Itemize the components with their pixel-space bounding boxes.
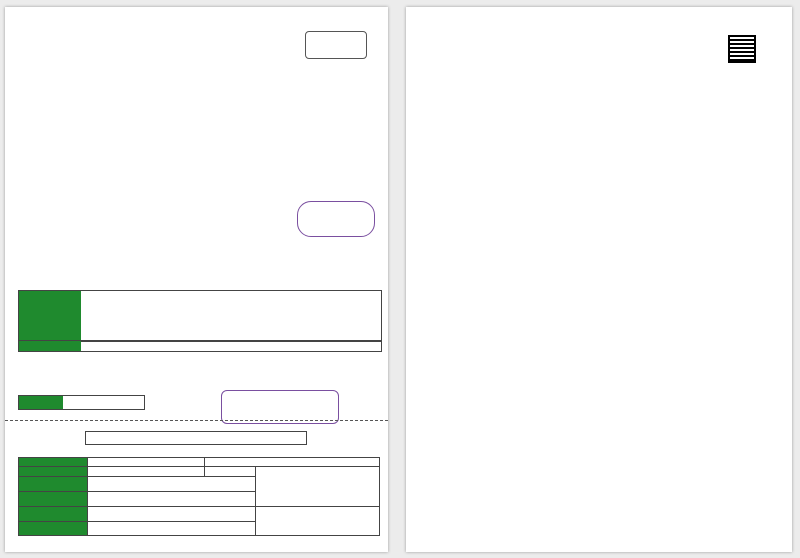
intensity-badge bbox=[305, 31, 367, 59]
address-label bbox=[19, 492, 88, 507]
qr-code-icon[interactable] bbox=[728, 35, 756, 63]
apply-method-box bbox=[18, 290, 382, 342]
gender-field[interactable] bbox=[205, 467, 256, 477]
name-field[interactable] bbox=[88, 477, 256, 492]
office-app-number bbox=[88, 458, 205, 467]
flyer-front-page bbox=[5, 7, 388, 552]
apply-place-box bbox=[18, 340, 382, 352]
address-field[interactable] bbox=[88, 492, 256, 507]
contact-box bbox=[221, 390, 339, 424]
phone-label bbox=[19, 522, 88, 536]
received-field[interactable] bbox=[205, 458, 380, 467]
apply-place-label bbox=[19, 341, 81, 351]
family-note-field[interactable] bbox=[256, 507, 380, 536]
application-form bbox=[18, 457, 380, 536]
office-use-label bbox=[19, 458, 88, 467]
promo-bubble bbox=[297, 201, 375, 237]
apply-method-header bbox=[19, 291, 81, 341]
birthdate-field[interactable] bbox=[88, 507, 256, 522]
furigana-field[interactable] bbox=[88, 467, 205, 477]
form-title bbox=[85, 431, 307, 445]
name-label bbox=[19, 477, 88, 492]
birthdate-label bbox=[19, 507, 88, 522]
cut-line bbox=[5, 420, 388, 421]
flyer-back-page bbox=[406, 7, 792, 552]
application-number-box bbox=[18, 395, 145, 410]
application-number-label bbox=[19, 396, 63, 409]
health-note-field[interactable] bbox=[256, 467, 380, 507]
furigana-label bbox=[19, 467, 88, 477]
phone-field[interactable] bbox=[88, 522, 256, 536]
